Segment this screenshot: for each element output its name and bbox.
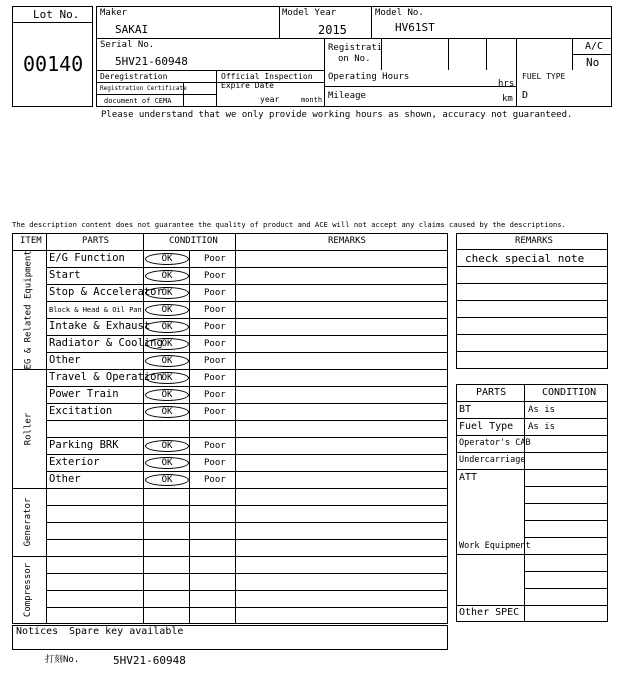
ok-option[interactable]: OK: [145, 372, 189, 384]
year-label: year: [260, 95, 280, 104]
poor-option[interactable]: Poor: [204, 288, 226, 298]
part-name: Power Train: [49, 388, 119, 400]
parts-row-condition: As is: [528, 405, 556, 415]
poor-option[interactable]: Poor: [204, 254, 226, 264]
group-label: Compressor: [23, 562, 33, 618]
group-label: Generator: [23, 497, 33, 547]
poor-option[interactable]: Poor: [204, 305, 226, 315]
group-label: EG & Related Equipment: [23, 249, 33, 369]
hrs-label: hrs: [498, 79, 515, 89]
item-header: ITEM: [20, 236, 42, 246]
parts-row-name: Operator's CAB: [459, 438, 531, 448]
operating-hours-label: Operating Hours: [328, 72, 410, 82]
ok-option[interactable]: OK: [145, 253, 189, 265]
parts-header: PARTS: [476, 387, 507, 398]
part-name: Block & Head & Oil Pan: [49, 306, 142, 314]
hours-disclaimer: Please understand that we only provide working hours as shown, accuracy not guaranteed.: [101, 110, 573, 120]
lot-number: 00140: [23, 52, 84, 76]
part-name: Travel & Operation: [49, 371, 163, 383]
part-name: Exterior: [49, 456, 100, 468]
part-name: Excitation: [49, 405, 113, 417]
parts-row-name: Work Equipment: [459, 541, 531, 551]
poor-option[interactable]: Poor: [204, 356, 226, 366]
cema-label: document of CEMA: [104, 97, 172, 105]
serial-label: Serial No.: [100, 40, 155, 50]
stamp-value: 5HV21-60948: [113, 654, 186, 667]
model-year-label: Model Year: [282, 8, 337, 18]
ok-option[interactable]: OK: [145, 304, 189, 316]
stamp-label: 打刻No.: [45, 655, 80, 665]
poor-option[interactable]: Poor: [204, 407, 226, 417]
ok-option[interactable]: OK: [145, 287, 189, 299]
parts-row-name: BT: [459, 404, 472, 415]
poor-option[interactable]: Poor: [204, 322, 226, 332]
ok-option[interactable]: OK: [145, 389, 189, 401]
ok-option[interactable]: OK: [145, 474, 189, 486]
poor-option[interactable]: Poor: [204, 390, 226, 400]
inspection-label-1: Official Inspection: [221, 72, 313, 81]
part-name: Start: [49, 269, 81, 281]
remarks-col-header: REMARKS: [328, 236, 366, 246]
parts-row-name: ATT: [459, 472, 478, 483]
serial-value: 5HV21-60948: [115, 55, 188, 68]
condition-col-header: CONDITION: [169, 236, 218, 246]
ac-label: A/C: [585, 41, 604, 52]
parts-row-name: Fuel Type: [459, 421, 514, 432]
poor-option[interactable]: Poor: [204, 271, 226, 281]
inspection-label-2: Expire Date: [221, 81, 274, 90]
model-no-value: HV61ST: [395, 21, 435, 34]
notices-value: Spare key available: [69, 626, 184, 637]
km-label: km: [502, 94, 513, 104]
description-disclaimer: The description content does not guarantee the quality of product and ACE will not accept any claims caused by the descriptions.: [12, 220, 566, 229]
group-label: Roller: [23, 412, 33, 445]
registration-cert-label: Registration Certificate: [100, 85, 187, 92]
fuel-type-value: D: [522, 90, 529, 101]
poor-option[interactable]: Poor: [204, 458, 226, 468]
part-name: Other: [49, 354, 81, 366]
maker-value: SAKAI: [115, 23, 149, 36]
fuel-type-label: FUEL TYPE: [522, 72, 566, 81]
parts-row-condition: As is: [528, 422, 556, 432]
lot-label: Lot No.: [33, 8, 80, 21]
ok-option[interactable]: OK: [145, 406, 189, 418]
parts-col-header: PARTS: [82, 236, 110, 246]
model-year-value: 2015: [318, 23, 347, 37]
remarks-note: check special note: [465, 252, 585, 265]
part-name: Radiator & Cooling: [49, 337, 163, 349]
ok-option[interactable]: OK: [145, 355, 189, 367]
registration-label-1: Registrati: [328, 43, 383, 53]
poor-option[interactable]: Poor: [204, 441, 226, 451]
parts-condition-header: CONDITION: [542, 387, 597, 398]
ok-option[interactable]: OK: [145, 270, 189, 282]
parts-row-name: Undercarriage: [459, 455, 526, 465]
part-name: Stop & Accelerator: [49, 286, 163, 298]
deregistration-label: Deregistration: [100, 72, 168, 81]
registration-label-2: on No.: [338, 54, 371, 64]
ok-option[interactable]: OK: [145, 338, 189, 350]
remarks-box-header: REMARKS: [515, 236, 553, 246]
poor-option[interactable]: Poor: [204, 475, 226, 485]
poor-option[interactable]: Poor: [204, 339, 226, 349]
model-no-label: Model No.: [375, 8, 424, 18]
poor-option[interactable]: Poor: [204, 373, 226, 383]
ok-option[interactable]: OK: [145, 457, 189, 469]
maker-label: Maker: [100, 8, 128, 18]
notices-label: Notices: [16, 626, 59, 637]
mileage-label: Mileage: [328, 91, 366, 101]
month-label: month: [301, 96, 323, 104]
part-name: Parking BRK: [49, 439, 119, 451]
ok-option[interactable]: OK: [145, 321, 189, 333]
part-name: E/G Function: [49, 252, 125, 264]
part-name: Other: [49, 473, 81, 485]
ac-value: No: [586, 56, 600, 69]
part-name: Intake & Exhaust: [49, 320, 151, 332]
parts-row-name: Other SPEC: [459, 607, 520, 618]
ok-option[interactable]: OK: [145, 440, 189, 452]
